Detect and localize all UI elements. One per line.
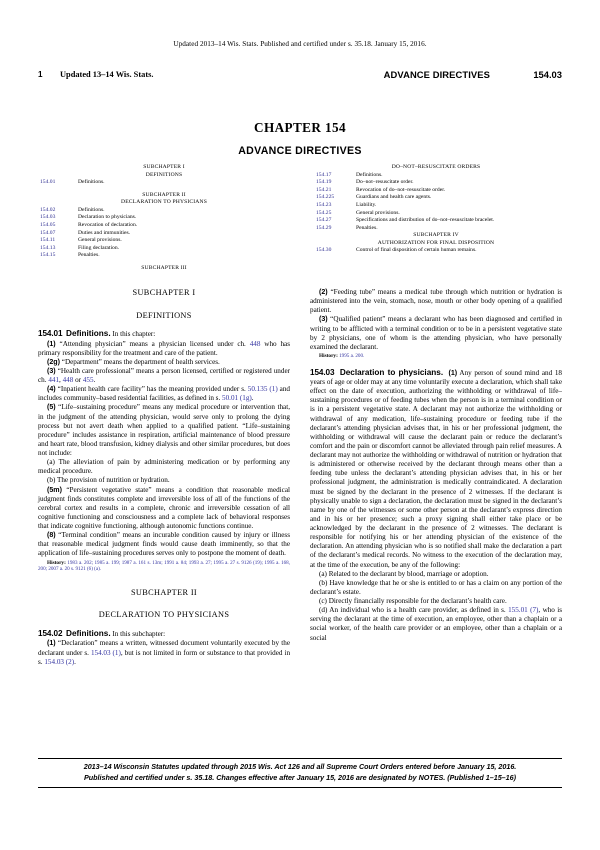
toc-subchapter-2-label: SUBCHAPTER II (142, 191, 186, 198)
toc-entry-number[interactable]: 154.23 (316, 201, 332, 208)
running-head-edition: Updated 13–14 Wis. Stats. (60, 70, 154, 79)
section-number: 154.02 (38, 628, 63, 638)
section-154-01 (38, 329, 290, 339)
paragraph-8 (38, 531, 290, 558)
history-note (38, 560, 290, 573)
paragraph-text: “Department” means the department of health services. (60, 357, 220, 366)
toc-entry-number[interactable]: 154.30 (316, 247, 332, 254)
toc-entry-label: Definitions. (78, 179, 105, 186)
cross-reference-link[interactable]: 441 (48, 376, 60, 385)
toc-entry[interactable] (310, 225, 562, 233)
toc-entry-label: Revocation of do–not–resuscitate order. (356, 186, 446, 193)
subchapter-ii-heading: SUBCHAPTER II (130, 587, 198, 597)
toc-column-right (310, 164, 562, 255)
toc-entry-label: Penalties. (356, 224, 378, 231)
toc-subchapter-4-label: SUBCHAPTER IV (413, 232, 459, 239)
toc-entry[interactable] (310, 179, 562, 187)
section-number: 154.03 (310, 367, 335, 377)
toc-entry-number[interactable]: 154.25 (316, 209, 332, 216)
toc-entry-label: Liability. (356, 201, 377, 208)
paragraph-2g (38, 358, 290, 367)
paragraph-number: (2) (319, 288, 328, 296)
history-label: History: (319, 352, 338, 359)
cross-reference-link[interactable]: 448 (249, 339, 261, 348)
toc-entry[interactable] (38, 252, 290, 260)
body-columns (38, 288, 562, 750)
section-title: Definitions. (66, 628, 111, 638)
paragraph-number: (3) (47, 366, 56, 375)
paragraph-154-02-1 (38, 639, 290, 666)
history-note (310, 353, 562, 360)
cross-reference-link[interactable]: 154.03 (2) (44, 657, 75, 666)
section-154-03 (310, 368, 562, 570)
toc-entry[interactable] (310, 210, 562, 218)
toc-entry[interactable] (38, 179, 290, 187)
table-of-contents (38, 164, 562, 274)
toc-entry-label: Specifications and distribution of do–not–resuscitate bracelet. (356, 217, 495, 224)
toc-entry-number[interactable]: 154.02 (40, 206, 56, 213)
toc-subchapter-3-label: SUBCHAPTER III (141, 264, 187, 271)
paragraph-text: “Inpatient health care facility” has the meaning provided under s. (55, 385, 248, 394)
section-title: Definitions. (66, 329, 111, 339)
paragraph-text: “Attending physician” means a physician licensed under ch. (55, 339, 250, 348)
paragraph-text-end: . (251, 394, 254, 403)
paragraph-3 (38, 367, 290, 385)
paragraph-number: (5m) (47, 485, 62, 494)
paragraph-number: (5) (47, 403, 56, 412)
toc-entry-label: Do–not–resuscitate order. (356, 179, 414, 186)
page-number: 1 (38, 70, 43, 79)
cross-reference-link[interactable]: 50.01 (1g) (222, 394, 252, 403)
toc-entry[interactable] (38, 222, 290, 230)
paragraph-3 (310, 315, 562, 352)
toc-entry-number[interactable]: 154.13 (40, 244, 56, 251)
history-text: 1995 a. 200. (337, 352, 365, 359)
paragraph-number: (4) (47, 385, 56, 394)
toc-entry-label: General provisions. (78, 237, 122, 244)
paragraph-d (310, 606, 562, 643)
paragraph-text-cont: who has primary responsibility for the treatment and care of the patient. (38, 339, 290, 357)
paragraph-c: (c) Directly financially responsible for the declarant’s health care. (319, 597, 507, 606)
cross-reference-link[interactable]: 154.03 (1) (90, 648, 121, 657)
paragraph-text: “Persistent vegetative state” means a condition that reasonable medical judgment finds constitutes complete and irreversible loss of all of the functions of the cerebral cortex and results in a complete, chronic and irreversible cessation of all cognitive functioning and consciousness and a complete lack of behavioral responses that indicate cognitive functioning, although autonomic functions continue. (38, 485, 290, 531)
paragraph-text: “Life–sustaining procedure” means any medical procedure or intervention that, in the judgment of the attending physician, would serve only to prolong the dying process but not avert death when applied to a qualified patient. “Life–sustaining procedure” includes assistance in respiration, artificial maintenance of blood pressure and heart rate, blood transfusion, kidney dialysis and other similar procedures, but does not include: (38, 403, 290, 458)
section-154-02 (38, 629, 290, 639)
chapter-heading (0, 120, 600, 157)
definitions-heading: DEFINITIONS (136, 310, 192, 320)
toc-subchapter-1-title: DEFINITIONS (145, 171, 183, 178)
toc-entry[interactable] (38, 207, 290, 215)
paragraph-5 (38, 403, 290, 458)
section-text: Any person of sound mind and 18 years of age or older may at any time voluntarily execute a declaration, which shall take effect on the date of execution, authorizing the withholding or withdrawal of life–sustaining procedures or of feeding tubes when the person is in a terminal condition or is in a persistent vegetative state. A declarant may not authorize the withholding or withdrawal of any medication, life–sustaining procedure or feeding tube if the declarant’s attending physician advises that, in his or her professional judgment, the withholding or withdrawal will cause the declarant pain or reduce the declarant’s comfort and the pain or discomfort cannot be alleviated through pain relief measures. A declarant may not authorize the withholding or withdrawal of nutrition or hydration that is administered or otherwise received by the declarant through means other than a feeding tube unless the declarant’s attending physician advises that, in his or her professional judgment, the administration is medically contraindicated. A declaration must be signed by the declarant in the presence of 2 witnesses. If the declarant is physically unable to sign a declaration, the declaration must be signed in the declarant’s name by one of the witnesses or some other person at the declarant’s express direction and in his or her presence; such a proxy signing shall either take place or be acknowledged by the declarant in the presence of 2 witnesses. The declarant is responsible for notifying his or her attending physician of the existence of the declaration. An attending physician who is so notified shall make the declaration a part of the declarant’s medical records. No witness to the execution of the declaration may, at the time of the execution, be any of the following: (310, 368, 562, 569)
toc-entry-label: Definitions. (356, 171, 383, 178)
running-head-section: 154.03 (533, 69, 562, 80)
toc-entry-number[interactable]: 154.01 (40, 179, 56, 186)
paragraph-number: (1) (448, 368, 458, 377)
toc-entry-label: Duties and immunities. (78, 229, 131, 236)
body-column-right (310, 288, 562, 643)
section-title: Declaration to physicians. (339, 367, 444, 377)
toc-entry-label: Revocation of declaration. (78, 221, 138, 228)
toc-entry-number[interactable]: 154.11 (40, 237, 56, 244)
paragraph-text: “Terminal condition” means an incurable condition caused by injury or illness that reasonable medical judgment finds would cause death imminently, so that the application of life–sustaining procedures serves only to postpone the moment of death. (38, 531, 290, 558)
toc-entry-label: Penalties. (78, 252, 100, 259)
top-notice: Updated 2013–14 Wis. Stats. Published and certified under s. 35.18. January 15, 2016. (173, 40, 427, 48)
cross-reference-link[interactable]: 155.01 (7) (508, 606, 539, 615)
chapter-number: CHAPTER 154 (254, 120, 346, 135)
toc-entry-number[interactable]: 154.17 (316, 171, 332, 178)
toc-entry[interactable] (38, 214, 290, 222)
paragraph-text: “Health care professional” means a person licensed, certified or registered under ch. (38, 366, 290, 385)
toc-entry[interactable] (38, 237, 290, 245)
toc-entry-number[interactable]: 154.07 (40, 229, 56, 236)
toc-entry-label: Filing declaration. (78, 244, 120, 251)
cross-reference-link[interactable]: 50.135 (1) (247, 385, 278, 394)
paragraph-2 (310, 288, 562, 315)
paragraph-text-end: . (74, 657, 76, 666)
toc-entry-label: General provisions. (356, 209, 400, 216)
cross-reference-link[interactable]: 455 (82, 376, 94, 385)
paragraph-number: (3) (319, 315, 328, 324)
toc-entry-number[interactable]: 154.05 (40, 221, 56, 228)
paragraph-text: “Feeding tube” means a medical tube through which nutrition or hydration is administered into the vein, stomach, nose, mouth or other body opening of a qualified patient. (310, 288, 562, 315)
toc-entry-number[interactable]: 154.03 (40, 214, 56, 221)
toc-entry[interactable] (310, 194, 562, 202)
section-lead: In this chapter: (110, 330, 156, 339)
paragraph-5a: (a) The alleviation of pain by administering medication or by performing any medical procedure. (38, 458, 290, 476)
paragraph-1 (38, 340, 290, 358)
paragraph-number: (1) (47, 639, 56, 648)
paragraph-text: “Qualified patient” means a declarant who has been diagnosed and certified in writing to be afflicted with a terminal condition or to be in a persistent vegetative state by 2 physicians, one of whom is the attending physician, who have personally examined the declarant. (310, 315, 562, 351)
toc-entry[interactable] (310, 187, 562, 195)
toc-entry-number[interactable]: 154.21 (316, 186, 332, 193)
chapter-title: ADVANCE DIRECTIVES (238, 145, 362, 157)
paragraph-5m (38, 486, 290, 532)
paragraph-b: (b) Have knowledge that he or she is entitled to or has a claim on any portion of the declarant’s estate. (310, 578, 562, 596)
paragraph-4 (38, 385, 290, 403)
paragraph-text: (d) An individual who is a health care provider, as defined in s. (319, 606, 509, 615)
toc-entry-number[interactable]: 154.19 (316, 179, 332, 186)
toc-subchapter-3-title: DO–NOT–RESUSCITATE ORDERS (391, 164, 481, 170)
toc-entry[interactable] (310, 172, 562, 180)
toc-entry-label: Guardians and health care agents. (356, 194, 432, 201)
toc-entry[interactable] (310, 247, 562, 255)
body-column-left (38, 288, 290, 667)
toc-entry-label: Definitions. (78, 206, 105, 213)
footer-line-2: Published and certified under s. 35.18. Changes effective after January 15, 2016 are designated by NOTES. (Published 1–15–16) (84, 773, 516, 783)
paragraph-text-cont: , but is not limited in form or substance to that provided in s. (38, 648, 291, 666)
history-label: History: (47, 559, 66, 566)
toc-entry-number[interactable]: 154.27 (316, 217, 332, 224)
toc-subchapter-4-title: AUTHORIZATION FOR FINAL DISPOSITION (377, 239, 495, 246)
paragraph-number: (8) (47, 531, 56, 540)
section-number: 154.01 (38, 329, 63, 339)
declaration-heading: DECLARATION TO PHYSICIANS (98, 610, 230, 620)
toc-subchapter-2-title: DECLARATION TO PHYSICIANS (121, 199, 207, 206)
sep: , (59, 376, 63, 385)
paragraph-text: “Declaration” means a written, witnessed document voluntarily executed by the declarant under s. (38, 639, 290, 657)
running-head-title: ADVANCE DIRECTIVES (383, 69, 490, 80)
toc-subchapter-1-label: SUBCHAPTER I (143, 164, 185, 170)
subchapter-i-heading: SUBCHAPTER I (132, 288, 196, 297)
footer-line-1: 2013–14 Wisconsin Statutes updated through 2015 Wis. Act 126 and all Supreme Court Orders entered before January 15, 2016. (83, 761, 517, 771)
toc-entry[interactable] (310, 217, 562, 225)
paragraph-text-end: . (93, 376, 96, 385)
toc-entry-label: Control of final disposition of certain human remains. (356, 247, 477, 254)
sep: or (73, 376, 83, 385)
paragraph-text-cont: , who is serving the declarant at the time of execution, an employee, other than a chaplain or a social worker, of the health care provider or an employee, other than a chaplain or a social (310, 606, 562, 642)
running-head (38, 70, 562, 84)
cross-reference-link[interactable]: 448 (62, 376, 74, 385)
toc-entry[interactable] (310, 202, 562, 210)
toc-entry[interactable] (38, 245, 290, 253)
page-footer (38, 758, 562, 788)
toc-entry-number[interactable]: 154.225 (316, 194, 335, 201)
toc-column-left (38, 164, 290, 272)
paragraph-5b: (b) The provision of nutrition or hydration. (47, 476, 170, 485)
footer-rule-bottom (38, 787, 562, 788)
history-text: 1983 a. 202; 1985 a. 199; 1987 a. 161 s. 13m; 1991 a. 84; 1993 a. 27; 1995 a. 27 s. 9126 (19); 1995 a. 168, 200; 2007 a. 20 s. 9121 (6) (a). (38, 559, 290, 573)
section-lead: In this subchapter: (110, 629, 166, 638)
paragraph-a: (a) Related to the declarant by blood, marriage or adoption. (319, 569, 489, 578)
paragraph-number: (2g) (47, 357, 61, 366)
toc-entry-label: Declaration to physicians. (78, 214, 137, 221)
toc-entry[interactable] (38, 230, 290, 238)
toc-entry-number[interactable]: 154.29 (316, 224, 332, 231)
toc-entry-number[interactable]: 154.15 (40, 252, 56, 259)
paragraph-number: (1) (47, 339, 56, 348)
paragraph-text-cont: and includes community–based residential facilities, as defined in s. (38, 385, 290, 403)
